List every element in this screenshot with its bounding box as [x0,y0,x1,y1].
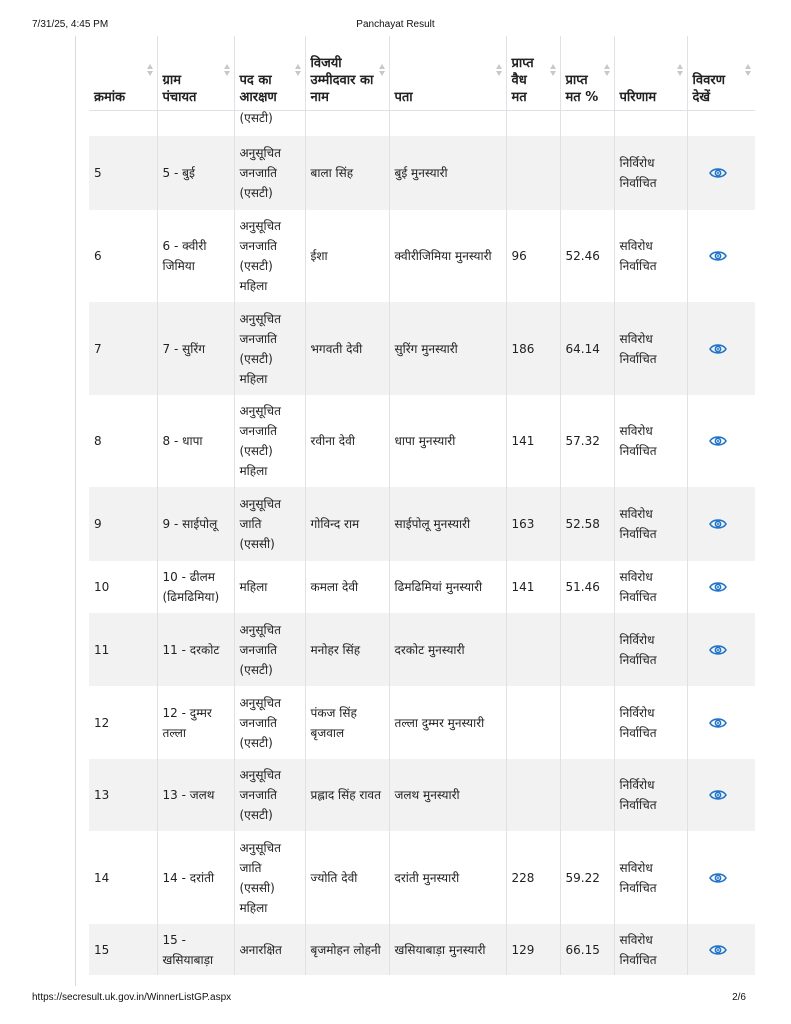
cell-vote-percent: 51.46 [560,561,614,613]
table-row-partial [89,110,755,136]
table-row [89,487,755,561]
cell-valid-votes: 228 [506,831,560,924]
cell-vote-percent: 64.14 [560,302,614,395]
cell-gram-panchayat: 8 - धापा [157,395,234,487]
cell-vote-percent: 52.46 [560,210,614,302]
table-row [89,395,755,487]
cell-serial: 5 [89,136,157,210]
cell-address: धापा मुनस्यारी [389,395,506,487]
print-timestamp: 7/31/25, 4:45 PM [32,19,109,30]
print-page-number: 2/6 [732,992,746,1003]
eye-icon[interactable] [709,518,727,530]
cell-valid-votes [506,759,560,831]
cell-winner-name: बाला सिंह [305,136,389,210]
header-label: प्राप्त वैध मत [511,55,534,105]
cell-gram-panchayat [157,110,234,136]
cell-vote-percent [560,110,614,136]
sort-arrows-icon[interactable] [224,64,230,78]
eye-icon[interactable] [709,789,727,801]
cell-serial: 10 [89,561,157,613]
cell-winner-name [305,110,389,136]
cell-reservation: अनुसूचित जाति (एससी) महिला [234,831,305,924]
sort-arrows-icon[interactable] [677,64,683,78]
cell-valid-votes [506,686,560,759]
cell-view [687,831,755,924]
cell-result: निर्विरोध निर्वाचित [614,136,687,210]
eye-icon[interactable] [709,250,727,262]
header-vote-percent[interactable] [560,36,614,110]
eye-icon[interactable] [709,167,727,179]
cell-result: सविरोध निर्वाचित [614,487,687,561]
sort-arrows-icon[interactable] [604,64,610,78]
eye-icon[interactable] [709,717,727,729]
header-valid-votes[interactable] [506,36,560,110]
cell-serial: 8 [89,395,157,487]
cell-view [687,210,755,302]
header-label: पद का आरक्षण [239,72,277,105]
sort-arrows-icon[interactable] [550,64,556,78]
cell-winner-name: ईशा [305,210,389,302]
cell-winner-name: ज्योति देवी [305,831,389,924]
winner-list-table [89,36,755,975]
cell-reservation: अनुसूचित जनजाति (एसटी) महिला [234,395,305,487]
cell-view [687,302,755,395]
header-label: पता [394,89,413,105]
cell-reservation: (एसटी) [234,110,305,136]
cell-result: निर्विरोध निर्वाचित [614,759,687,831]
header-gram-panchayat[interactable] [157,36,234,110]
header-view[interactable] [687,36,755,110]
cell-reservation: अनुसूचित जनजाति (एसटी) [234,136,305,210]
cell-vote-percent [560,686,614,759]
cell-valid-votes: 163 [506,487,560,561]
table-row [89,613,755,686]
cell-result: सविरोध निर्वाचित [614,924,687,975]
cell-address: ढिमढिमियां मुनस्यारी [389,561,506,613]
cell-gram-panchayat: 10 - ढीलम (ढिमढिमिया) [157,561,234,613]
cell-valid-votes: 141 [506,561,560,613]
cell-address: खसियाबाड़ा मुनस्यारी [389,924,506,975]
cell-result: सविरोध निर्वाचित [614,395,687,487]
cell-result [614,110,687,136]
cell-vote-percent [560,759,614,831]
table-row [89,210,755,302]
eye-icon[interactable] [709,944,727,956]
cell-serial: 12 [89,686,157,759]
cell-winner-name: प्रह्लाद सिंह रावत [305,759,389,831]
cell-gram-panchayat: 15 - खसियाबाड़ा [157,924,234,975]
cell-reservation: अनुसूचित जाति (एससी) [234,487,305,561]
results-table-container [89,36,755,976]
cell-serial [89,110,157,136]
cell-view [687,136,755,210]
cell-vote-percent: 66.15 [560,924,614,975]
cell-reservation: महिला [234,561,305,613]
header-label: ग्राम पंचायत [162,72,197,105]
cell-reservation: अनुसूचित जनजाति (एसटी) [234,759,305,831]
header-label: विजयी उम्मीदवार का नाम [310,55,374,105]
header-winner-name[interactable] [305,36,389,110]
cell-gram-panchayat: 5 - बुई [157,136,234,210]
cell-view [687,487,755,561]
cell-result: सविरोध निर्वाचित [614,561,687,613]
cell-serial: 7 [89,302,157,395]
eye-icon[interactable] [709,872,727,884]
table-header-row [89,36,755,110]
table-row [89,759,755,831]
cell-valid-votes: 141 [506,395,560,487]
cell-reservation: अनारक्षित [234,924,305,975]
cell-valid-votes: 96 [506,210,560,302]
cell-vote-percent: 59.22 [560,831,614,924]
cell-result: सविरोध निर्वाचित [614,302,687,395]
header-result[interactable] [614,36,687,110]
sort-arrows-icon[interactable] [745,64,751,78]
cell-view [687,759,755,831]
cell-view [687,686,755,759]
cell-address: सुरिंग मुनस्यारी [389,302,506,395]
header-address[interactable] [389,36,506,110]
header-serial[interactable] [89,36,157,110]
cell-winner-name: मनोहर सिंह [305,613,389,686]
header-reservation[interactable] [234,36,305,110]
cell-vote-percent: 57.32 [560,395,614,487]
cell-gram-panchayat: 7 - सुरिंग [157,302,234,395]
cell-gram-panchayat: 6 - क्वीरी जिमिया [157,210,234,302]
cell-result: निर्विरोध निर्वाचित [614,686,687,759]
cell-address: साईपोलू मुनस्यारी [389,487,506,561]
cell-result: सविरोध निर्वाचित [614,210,687,302]
cell-winner-name: रवीना देवी [305,395,389,487]
cell-view [687,924,755,975]
cell-reservation: अनुसूचित जनजाति (एसटी) [234,613,305,686]
eye-icon[interactable] [709,343,727,355]
cell-address: दरांती मुनस्यारी [389,831,506,924]
cell-address: तल्ला दुम्मर मुनस्यारी [389,686,506,759]
content-left-border [75,36,76,986]
cell-result: निर्विरोध निर्वाचित [614,613,687,686]
cell-vote-percent [560,613,614,686]
cell-valid-votes [506,110,560,136]
cell-view [687,110,755,136]
cell-reservation: अनुसूचित जनजाति (एसटी) महिला [234,210,305,302]
table-row [89,686,755,759]
header-label: विवरण देखें [692,72,726,105]
cell-gram-panchayat: 12 - दुम्मर तल्ला [157,686,234,759]
cell-gram-panchayat: 13 - जलथ [157,759,234,831]
eye-icon[interactable] [709,435,727,447]
eye-icon[interactable] [709,581,727,593]
cell-serial: 15 [89,924,157,975]
cell-vote-percent [560,136,614,210]
cell-vote-percent: 52.58 [560,487,614,561]
cell-view [687,395,755,487]
cell-valid-votes: 129 [506,924,560,975]
cell-serial: 9 [89,487,157,561]
table-row [89,302,755,395]
cell-result: सविरोध निर्वाचित [614,831,687,924]
table-row [89,831,755,924]
cell-address: क्वीरीजिमिया मुनस्यारी [389,210,506,302]
cell-view [687,613,755,686]
table-header [89,36,755,110]
cell-reservation: अनुसूचित जनजाति (एसटी) महिला [234,302,305,395]
table-row [89,136,755,210]
table-row [89,561,755,613]
cell-valid-votes [506,613,560,686]
cell-serial: 6 [89,210,157,302]
table-row [89,924,755,975]
cell-gram-panchayat: 14 - दरांती [157,831,234,924]
cell-winner-name: पंकज सिंह बृजवाल [305,686,389,759]
cell-winner-name: भगवती देवी [305,302,389,395]
cell-view [687,561,755,613]
cell-valid-votes [506,136,560,210]
sort-arrows-icon[interactable] [295,64,301,78]
header-label: क्रमांक [94,89,126,105]
cell-address [389,110,506,136]
cell-winner-name: गोविन्द राम [305,487,389,561]
table-body [89,110,755,975]
cell-serial: 13 [89,759,157,831]
cell-address: दरकोट मुनस्यारी [389,613,506,686]
sort-arrows-icon[interactable] [496,64,502,78]
cell-serial: 14 [89,831,157,924]
cell-valid-votes: 186 [506,302,560,395]
cell-address: बुई मुनस्यारी [389,136,506,210]
cell-address: जलथ मुनस्यारी [389,759,506,831]
cell-winner-name: बृजमोहन लोहनी [305,924,389,975]
print-header [0,19,791,33]
header-label: परिणाम [619,89,657,105]
cell-gram-panchayat: 11 - दरकोट [157,613,234,686]
print-footer [0,992,791,1006]
cell-serial: 11 [89,613,157,686]
cell-reservation: अनुसूचित जनजाति (एसटी) [234,686,305,759]
cell-gram-panchayat: 9 - साईपोलू [157,487,234,561]
sort-arrows-icon[interactable] [147,64,153,78]
sort-arrows-icon[interactable] [379,64,385,78]
eye-icon[interactable] [709,644,727,656]
print-url: https://secresult.uk.gov.in/WinnerListGP.aspx [32,992,232,1003]
header-label: प्राप्त मत % [565,72,599,105]
cell-winner-name: कमला देवी [305,561,389,613]
print-page-title: Panchayat Result [356,19,435,30]
